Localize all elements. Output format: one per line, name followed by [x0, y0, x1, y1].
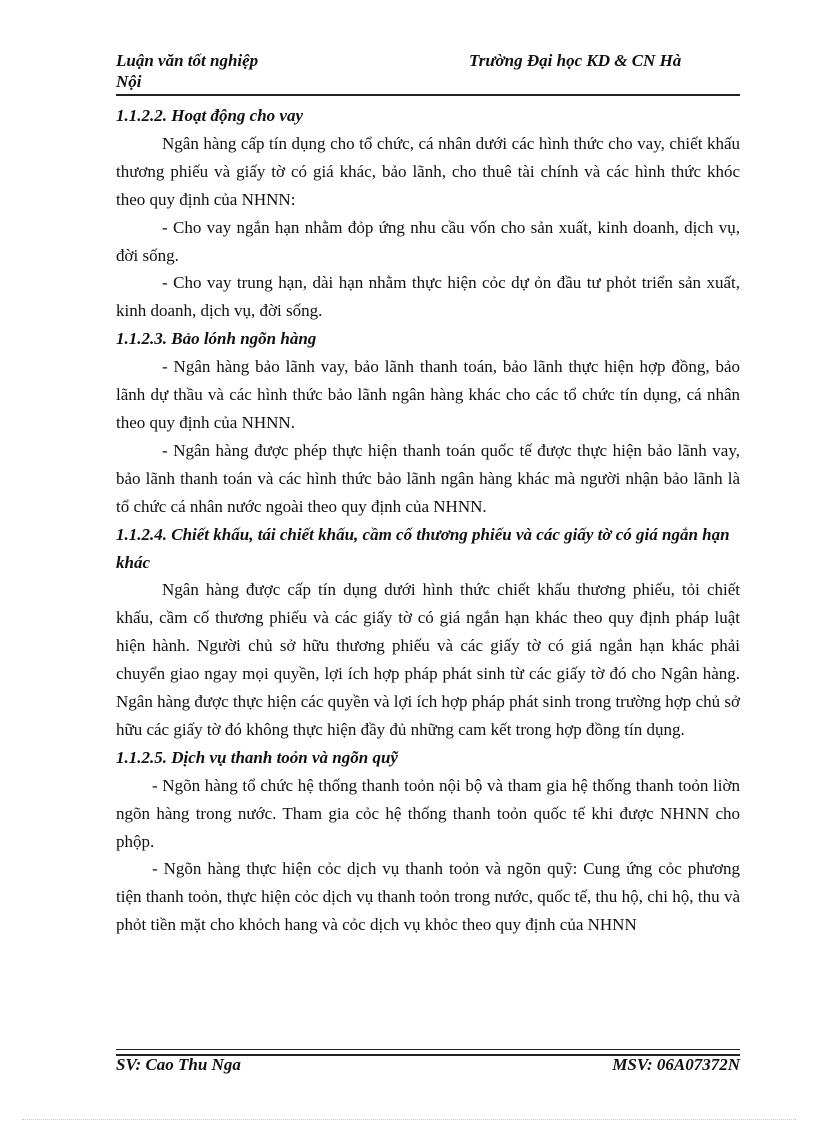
section-heading-1-1-2-5: 1.1.2.5. Dịch vụ thanh toỏn và ngõn quỹ: [116, 747, 398, 767]
header-right: Trường Đại học KD & CN Hà: [469, 51, 682, 70]
paragraph: Ngân hàng được cấp tín dụng dưới hình thức chiết khấu thương phiếu, tỏi chiết khấu, cầm cố thương phiếu và các giấy tờ có giá ngắn hạn khác theo quy định pháp luật hiện hành. Người chủ sở hữu thương phiếu và các giấy tờ có giá ngắn hạn khác phải chuyển giao ngay mọi quyền, lợi ích hợp pháp phát sinh từ các giấy tờ đó cho Ngân hàng. Ngân hàng được thực hiện các quyền và lợi ích hợp pháp phát sinh trong trường hợp chủ sở hữu các giấy tờ đó không thực hiện đầy đủ những cam kết trong hợp đồng tín dụng.: [116, 580, 740, 739]
section-heading-1-1-2-3: 1.1.2.3. Bảo lónh ngõn hàng: [116, 329, 317, 349]
paragraph: - Cho vay ngắn hạn nhằm đỏp ứng nhu cầu vốn cho sản xuất, kinh doanh, dịch vụ, đời sống.: [116, 217, 740, 265]
paragraph: - Ngân hàng bảo lãnh vay, bảo lãnh thanh toán, bảo lãnh thực hiện hợp đồng, bảo lãnh dự thầu và các hình thức bảo lãnh ngân hàng khác cho các tổ chức tín dụng, cá nhân theo quy định của NHNN.: [116, 357, 740, 432]
header-left: [116, 50, 258, 92]
paragraph: Ngân hàng cấp tín dụng cho tổ chức, cá nhân dưới các hình thức cho vay, chiết khấu thương phiếu và giấy tờ có giá khác, bảo lãnh, cho thuê tài chính và các hình thức khóc theo quy định của NHNN:: [116, 133, 740, 209]
paragraph: - Ngõn hàng thực hiện cỏc dịch vụ thanh toỏn và ngõn quỹ: Cung ứng cỏc phương tiện thanh toỏn, thực hiện cỏc dịch vụ thanh toỏn trong nước, quốc tế, thu hộ, chi hộ, thu và phỏt tiền mặt cho khỏch hang và cỏc dịch vụ khỏc theo quy định của NHNN: [116, 859, 740, 935]
section-heading-1-1-2-4: 1.1.2.4. Chiết khấu, tái chiết khấu, cầm cố thương phiếu và các giấy tờ có giá ngắn hạn khác: [116, 524, 730, 572]
document-body: [116, 102, 740, 939]
paragraph: - Ngõn hàng tổ chức hệ thống thanh toỏn nội bộ và tham gia hệ thống thanh toỏn liờn ngõn hàng trong nước. Tham gia cỏc hệ thống thanh toỏn quốc tế khi được NHNN cho phộp.: [116, 775, 740, 851]
paragraph: - Ngân hàng được phép thực hiện thanh toán quốc tế được thực hiện bảo lãnh vay, bảo lãnh thanh toán và các hình thức bảo lãnh ngân hàng khác mà người nhận bảo lãnh là tổ chức cá nhân nước ngoài theo quy định của NHNN.: [116, 440, 740, 516]
header-left-line1: Luận văn tốt nghiệp: [116, 51, 259, 70]
footer-student: SV: Cao Thu Nga: [116, 1055, 241, 1074]
page-edge-divider: [22, 1119, 796, 1120]
section-heading-1-1-2-2: 1.1.2.2. Hoạt động cho vay: [116, 106, 303, 125]
paragraph: - Cho vay trung hạn, dài hạn nhằm thực hiện cỏc dự ỏn đầu tư phỏt triển sản xuất, kinh doanh, dịch vụ, đời sống.: [116, 273, 740, 321]
header-left-line2: Nội: [116, 72, 142, 91]
page-header: [116, 48, 740, 96]
footer-student-id: MSV: 06A07372N: [612, 1055, 740, 1074]
